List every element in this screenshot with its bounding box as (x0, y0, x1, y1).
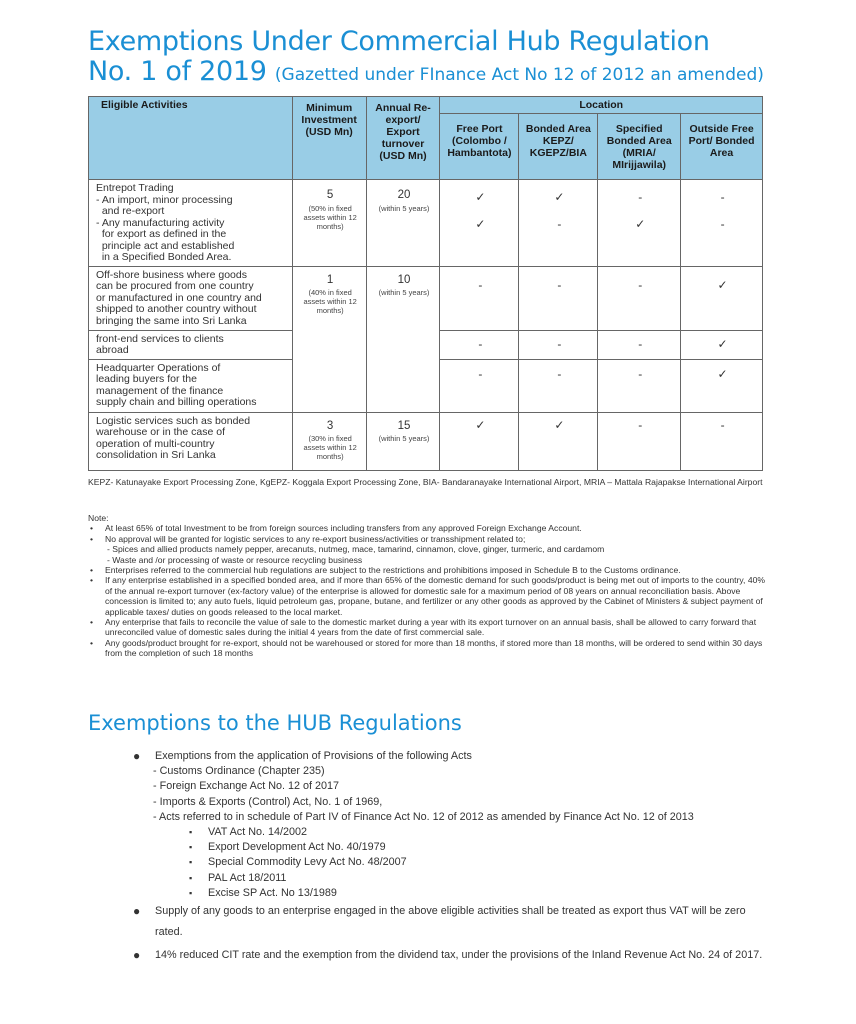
specified-bonded-cell: - ✓ (598, 180, 681, 267)
square-bullet-icon: ▪ (189, 872, 193, 883)
outside-cell: ✓ (681, 330, 763, 359)
turnover-cell: 10 (within 5 years) (366, 266, 440, 412)
free-port-cell: ✓ ✓ (440, 180, 519, 267)
header-minimum-investment: Minimum Investment (USD Mn) (292, 97, 366, 180)
free-port-cell: - (440, 266, 519, 330)
bonded-area-cell: - (519, 330, 598, 359)
act-item: - Imports & Exports (Control) Act, No. 1 of 1969, (153, 795, 383, 808)
bonded-area-cell: - (519, 359, 598, 412)
list-item: ● 14% reduced CIT rate and the exemption from the dividend tax, under the provisions of the Inland Revenue Act No. 24 of 2017. (133, 945, 773, 966)
activity-cell: Off-shore business where goods can be procured from one country or manufactured in one country and shipped to another country without bringing the same into Sri Lanka (89, 266, 293, 330)
sub-act-item: ▪ Export Development Act No. 40/1979 (133, 840, 773, 855)
act-item: - Foreign Exchange Act No. 12 of 2017 (153, 780, 340, 793)
sub-act-item: ▪ Excise SP Act. No 13/1989 (133, 886, 773, 901)
exemptions-list (133, 749, 773, 966)
list-item: • At least 65% of total Investment to be from foreign sources including transfers from any approved Foreign Exchange Account. (88, 523, 768, 533)
page-title: Exemptions Under Commercial Hub Regulation (88, 26, 710, 57)
header-free-port: Free Port (Colombo / Hambantota) (440, 114, 519, 180)
specified-bonded-cell: - (598, 412, 681, 470)
square-bullet-icon: ▪ (189, 827, 193, 838)
turnover-cell: 20 (within 5 years) (366, 180, 440, 267)
list-item: ● Exemptions from the application of Provisions of the following Acts (133, 749, 472, 763)
header-eligible-activities: Eligible Activities (89, 97, 293, 180)
bullet-icon: ● (133, 749, 141, 763)
title-regulation-number: No. 1 of 2019 (88, 56, 267, 87)
bonded-area-cell: ✓ (519, 412, 598, 470)
title-subtitle: (Gazetted under FInance Act No 12 of 2012 an amended) (274, 65, 764, 85)
outside-cell: ✓ (681, 359, 763, 412)
sub-item: - Waste and /or processing of waste or resource recycling business (107, 554, 363, 565)
specified-bonded-cell: - (598, 330, 681, 359)
bullet-icon: ● (133, 904, 141, 919)
act-item: - Customs Ordinance (Chapter 235) (153, 765, 325, 778)
sub-act-item: ▪ Special Commodity Levy Act No. 48/2007 (133, 855, 773, 870)
page-title-line2 (88, 57, 764, 90)
specified-bonded-cell: - (598, 359, 681, 412)
bonded-area-cell: - (519, 266, 598, 330)
outside-cell: ✓ (681, 266, 763, 330)
notes-list (88, 523, 768, 658)
investment-cell: 1 (40% in fixed assets within 12 months) (292, 266, 366, 412)
square-bullet-icon: ▪ (189, 887, 193, 898)
table-row (89, 266, 763, 330)
eligibility-table (88, 96, 763, 471)
list-item: ● Supply of any goods to an enterprise engaged in the above eligible activities shall be treated as export thus VAT will be zero rated. (133, 901, 773, 943)
list-item: • Enterprises referred to the commercial hub regulations are subject to the restrictions and prohibitions imposed in Schedule B to the Customs ordinance. (88, 565, 768, 575)
square-bullet-icon: ▪ (189, 857, 193, 868)
turnover-cell: 15 (within 5 years) (366, 412, 440, 470)
header-specified-bonded-area: Specified Bonded Area (MRIA/ MIrijjawila) (598, 114, 681, 180)
notes-section (88, 513, 768, 659)
sub-act-item: ▪ VAT Act No. 14/2002 (133, 825, 773, 840)
free-port-cell: - (440, 330, 519, 359)
sub-item: - Spices and allied products namely pepper, arecanuts, nutmeg, mace, tamarind, cinnamon, clove, ginger, turmeric, and cardamom (107, 544, 605, 555)
list-item: • If any enterprise established in a specified bonded area, and if more than 65% of the domestic demand for such goods/product is being met out of imports to the country, 40% of the annual re-export turnover (ex-factory value) of the enterprise is allowed for domestic sale for a maximum period of 08 years on annual reconciliation basis. Above concession is limited to; any auto fuels, liquid petroleum gas, propane, butane, and fertilizer or any other goods as approved by the Cabinet of Ministers & subject payment of applicable taxes/ duties on goods released to the local market. (88, 575, 768, 617)
bonded-area-cell: ✓ - (519, 180, 598, 267)
list-item: • Any enterprise that fails to reconcile the value of sale to the domestic market during a year with its export turnover on an annual basis, shall be allowed to carry forward that unreconciled value of domestic sales during the initial 4 years from the date of first commercial sale. (88, 617, 768, 638)
header-bonded-area: Bonded Area KEPZ/ KGEPZ/BIA (519, 114, 598, 180)
specified-bonded-cell: - (598, 266, 681, 330)
list-item: • Any goods/product brought for re-export, should not be warehoused or stored for more than 18 months, if stored more than 18 months, will be ordered to send within 30 days from the completion of such 18 months (88, 638, 768, 659)
activity-cell: front-end services to clients abroad (89, 330, 293, 359)
investment-cell: 5 (50% in fixed assets within 12 months) (292, 180, 366, 267)
activity-cell: Entrepot Trading - An import, minor processing and re-export - Any manufacturing activity for export as defined in the principle act and established in a Specified Bonded Area. (89, 180, 293, 267)
free-port-cell: - (440, 359, 519, 412)
square-bullet-icon: ▪ (189, 842, 193, 853)
investment-cell: 3 (30% in fixed assets within 12 months) (292, 412, 366, 470)
activity-cell: Headquarter Operations of leading buyers for the management of the finance supply chain and billing operations (89, 359, 293, 412)
act-item: - Acts referred to in schedule of Part IV of Finance Act No. 12 of 2012 as amended by Finance Act No. 12 of 2013 (153, 810, 694, 823)
notes-label: Note: (88, 513, 109, 523)
bullet-icon: ● (133, 948, 141, 963)
header-outside-free-port: Outside Free Port/ Bonded Area (681, 114, 763, 180)
activity-cell: Logistic services such as bonded warehouse or in the case of operation of multi-country consolidation in Sri Lanka (89, 412, 293, 470)
header-location: Location (440, 97, 763, 114)
section-heading: Exemptions to the HUB Regulations (88, 711, 462, 735)
table-row (89, 412, 763, 470)
header-annual-turnover: Annual Re-export/ Export turnover (USD Mn) (366, 97, 440, 180)
outside-cell: - - (681, 180, 763, 267)
abbreviation-footnote: KEPZ- Katunayake Export Processing Zone, KgEPZ- Koggala Export Processing Zone, BIA- Bandaranayake International Airport, MRIA – Mattala Rajapakse International Airport (88, 477, 763, 487)
table-row (89, 180, 763, 267)
sub-act-item: ▪ PAL Act 18/2011 (133, 871, 773, 886)
list-item: • No approval will be granted for logistic services to any re-export business/activities or transshipment related to; - Spices and allied products namely pepper, arecanuts, nutmeg, mace, tamarind, cinnamon, clove, ginger, turmeric, and cardamom - Waste and /or processing of waste or resource recycling business (88, 534, 768, 565)
outside-cell: - (681, 412, 763, 470)
free-port-cell: ✓ (440, 412, 519, 470)
